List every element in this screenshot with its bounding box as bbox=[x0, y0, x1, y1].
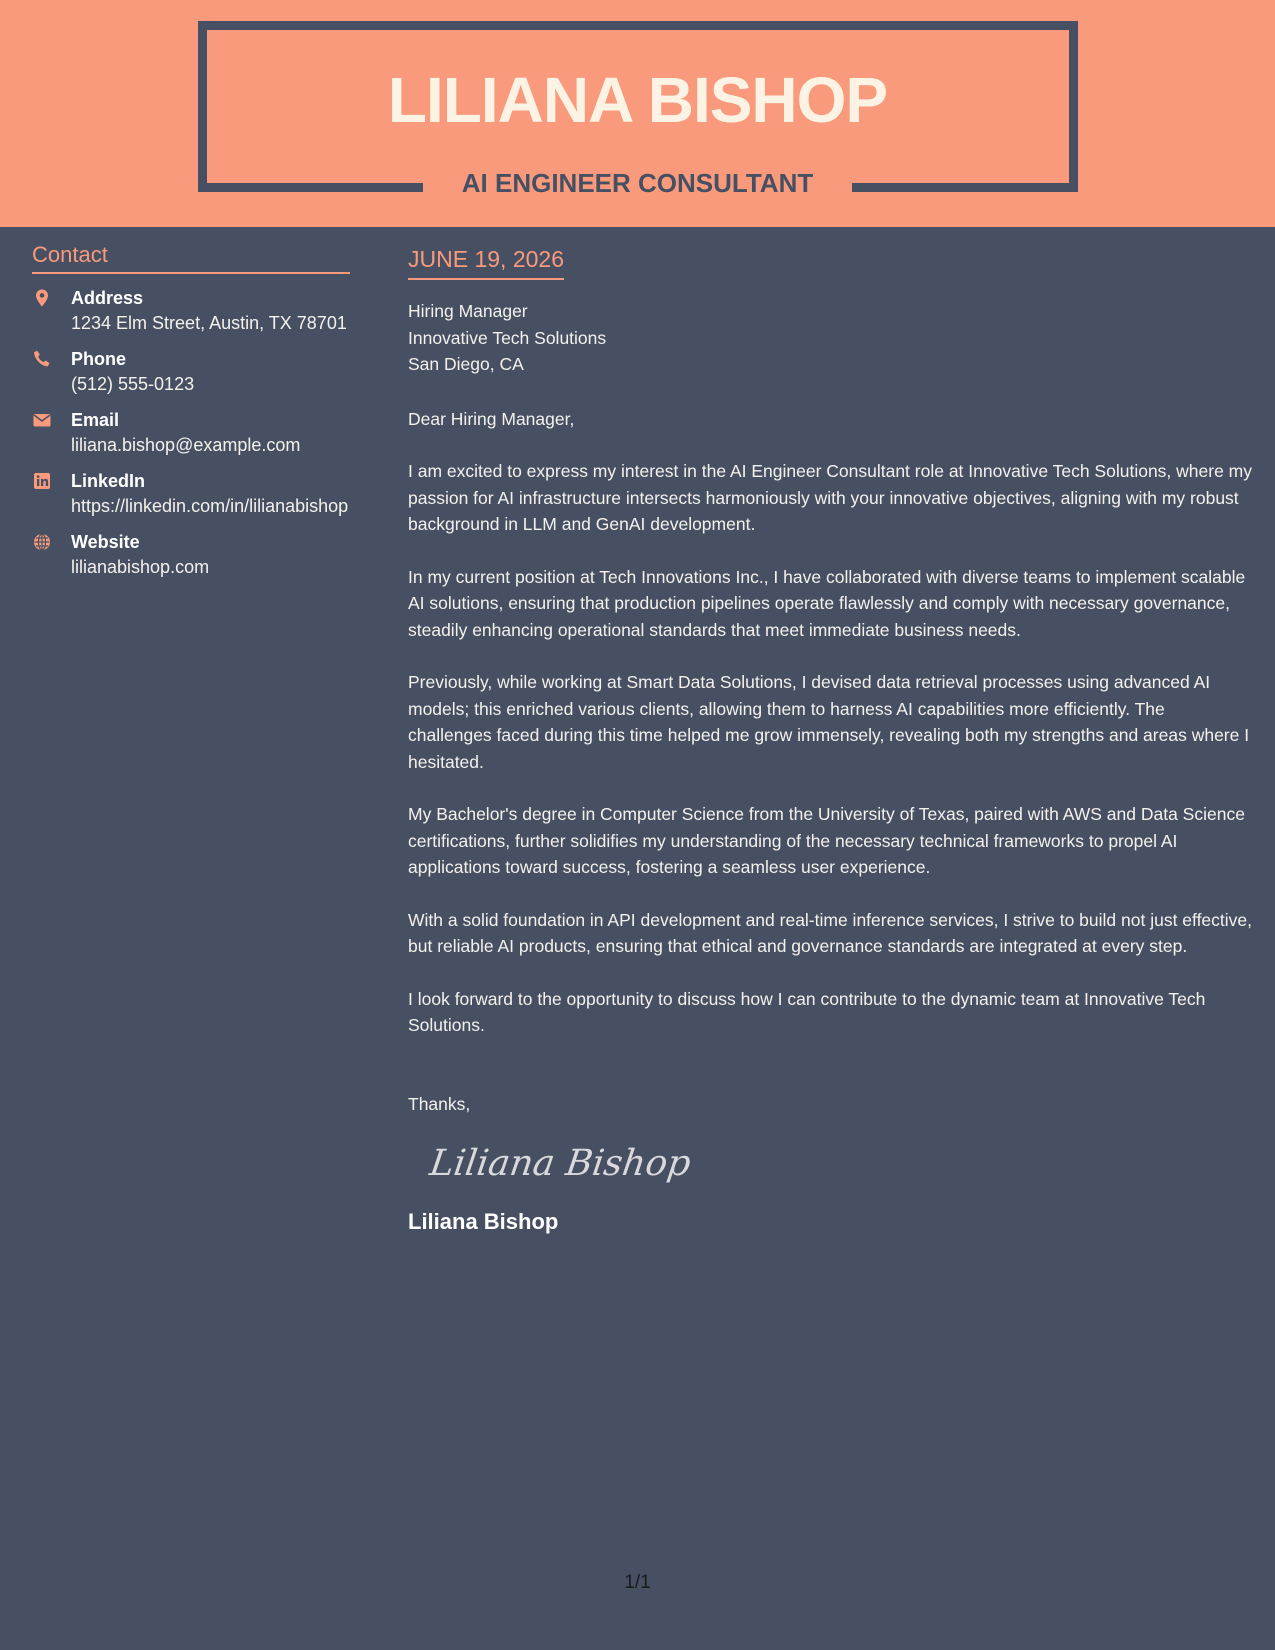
letter-paragraph: I am excited to express my interest in the AI Engineer Consultant role at Innovative Tech Solutions, where my passion for AI infrastructure intersects harmoniously with your innovative objectives, aligning with my robust background in LLM and GenAI development. bbox=[408, 461, 1252, 534]
recipient-line: Hiring Manager bbox=[408, 301, 528, 321]
letter-date: JUNE 19, 2026 bbox=[408, 243, 564, 280]
contact-value: 1234 Elm Street, Austin, TX 78701 bbox=[71, 313, 347, 333]
letter-paragraph: Previously, while working at Smart Data Solutions, I devised data retrieval processes using advanced AI models; this enriched various clients, allowing them to harness AI capabilities more efficiently. The challenges faced during this time helped me grow immensely, revealing both my strengths and areas where I hesitated. bbox=[408, 672, 1250, 772]
letter-paragraph: With a solid foundation in API development and real-time inference services, I strive to build not just effective, but reliable AI products, ensuring that ethical and governance standards are integrated at every step. bbox=[408, 909, 1253, 956]
globe-icon bbox=[32, 532, 52, 552]
recipient-line: San Diego, CA bbox=[408, 354, 524, 374]
linkedin-icon bbox=[32, 471, 52, 491]
contact-value: (512) 555-0123 bbox=[71, 374, 195, 394]
contact-item-linkedin bbox=[32, 469, 350, 518]
letter-paragraph: In my current position at Tech Innovations Inc., I have collaborated with diverse teams to implement scalable AI solutions, ensuring that production pipelines operate flawlessly and comply with necessary governance, steadily enhancing operational standards that meet immediate business needs. bbox=[408, 566, 1246, 640]
recipient-line: Innovative Tech Solutions bbox=[408, 327, 607, 348]
contact-item-email bbox=[32, 408, 350, 457]
contact-sidebar bbox=[32, 240, 350, 591]
signature: Liliana Bishop bbox=[427, 1143, 694, 1184]
recipient-block bbox=[408, 298, 1253, 378]
contact-item-address bbox=[32, 286, 350, 335]
location-pin-icon bbox=[32, 288, 52, 308]
phone-icon bbox=[32, 349, 52, 369]
header-banner bbox=[0, 0, 1275, 227]
envelope-icon bbox=[32, 410, 52, 430]
letter-paragraph: I look forward to the opportunity to discuss how I can contribute to the dynamic team at Innovative Tech Solutions. bbox=[408, 988, 1206, 1035]
signed-name: Liliana Bishop bbox=[408, 1209, 559, 1234]
contact-label: Phone bbox=[71, 349, 127, 369]
contact-label: LinkedIn bbox=[71, 471, 146, 491]
contact-item-website bbox=[32, 530, 350, 579]
contact-value[interactable]: https://linkedin.com/in/lilianabishop bbox=[71, 496, 349, 516]
letter-paragraph: My Bachelor's degree in Computer Science from the University of Texas, paired with AWS and Data Science certifications, further solidifies my understanding of the necessary technical frameworks to propel AI applications toward success, fostering a seamless user experience. bbox=[408, 804, 1245, 877]
job-title: AI ENGINEER CONSULTANT bbox=[461, 168, 814, 198]
contact-value[interactable]: lilianabishop.com bbox=[71, 557, 210, 577]
contact-item-phone bbox=[32, 347, 350, 396]
letter-body bbox=[408, 243, 1253, 1237]
contact-value[interactable]: liliana.bishop@example.com bbox=[71, 435, 301, 455]
contact-label: Email bbox=[71, 410, 120, 430]
contact-list bbox=[32, 286, 350, 579]
salutation: Dear Hiring Manager, bbox=[408, 408, 575, 429]
contact-heading: Contact bbox=[32, 240, 350, 274]
closing: Thanks, bbox=[408, 1093, 471, 1114]
page-number: 1/1 bbox=[624, 1572, 651, 1593]
contact-label: Website bbox=[71, 532, 140, 552]
candidate-name: LILIANA BISHOP bbox=[387, 64, 888, 136]
contact-label: Address bbox=[71, 288, 144, 308]
